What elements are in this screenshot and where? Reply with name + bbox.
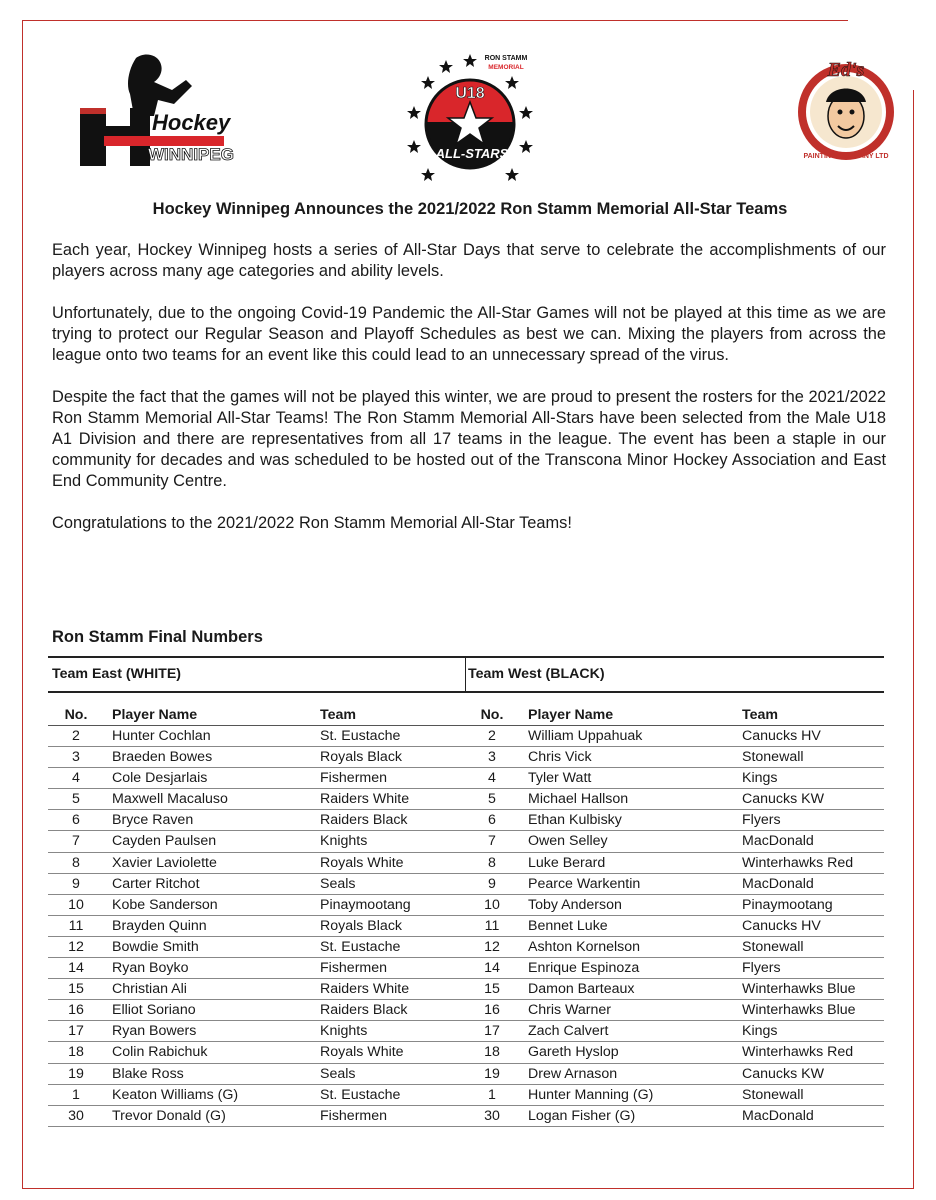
player-team: Kings — [742, 1023, 778, 1040]
paragraph-rosters: Despite the fact that the games will not be played this winter, we are proud to present the rosters for the 2021/2022 Ron Stamm Memorial All-Star Teams! The Ron Stamm Memorial All-Stars have been selected from the Male U18 A1 Division and there are representatives from all 17 teams in the league. The event has been a staple in our community for decades and was scheduled to be hosted out of the Transcona Minor Hockey Association and East End Community Centre. — [52, 388, 886, 490]
team-west-column-headers — [466, 705, 884, 726]
player-number: 11 — [68, 917, 84, 934]
logo-eds-name: Ed's — [827, 59, 865, 81]
player-row — [466, 1085, 884, 1106]
player-name: Bryce Raven — [112, 812, 194, 829]
player-number: 5 — [488, 791, 496, 808]
player-name: Bennet Luke — [528, 917, 608, 934]
hockey-winnipeg-logo — [74, 50, 244, 170]
player-name: Hunter Manning (G) — [528, 1086, 654, 1103]
frame-line-bottom — [22, 1188, 914, 1189]
player-team: Royals Black — [320, 917, 403, 934]
player-number: 16 — [484, 1002, 500, 1019]
player-number: 30 — [484, 1107, 500, 1124]
player-team: Royals White — [320, 854, 404, 871]
player-row — [48, 726, 466, 747]
player-row — [466, 831, 884, 852]
col-team-header: Team — [742, 707, 779, 723]
logo-arc-all-stars: ALL-STARS — [435, 146, 509, 161]
player-name: Keaton Williams (G) — [112, 1086, 239, 1103]
player-row — [466, 768, 884, 789]
player-row — [466, 1106, 884, 1127]
player-name: Chris Vick — [528, 749, 592, 766]
player-row — [466, 789, 884, 810]
player-name: Chris Warner — [528, 1002, 612, 1019]
player-team: Seals — [320, 1065, 356, 1082]
col-name-header: Player Name — [528, 707, 614, 723]
player-row — [466, 958, 884, 979]
player-number: 1 — [72, 1086, 80, 1103]
player-name: Christian Ali — [112, 981, 187, 998]
player-number: 3 — [72, 749, 80, 766]
team-east-roster — [48, 656, 466, 1127]
logo-eds-arc: PAINTING COMPANY LTD — [803, 153, 889, 160]
team-east-rows — [48, 726, 466, 1127]
player-row — [48, 1064, 466, 1085]
player-name: Ryan Boyko — [112, 960, 189, 977]
player-team: Canucks KW — [742, 791, 824, 808]
player-team: Raiders Black — [320, 1002, 408, 1019]
player-name: Braeden Bowes — [112, 749, 213, 766]
player-row — [466, 937, 884, 958]
player-number: 30 — [68, 1107, 84, 1124]
player-row — [48, 979, 466, 1000]
player-name: Hunter Cochlan — [112, 728, 211, 744]
player-number: 15 — [68, 981, 84, 998]
player-team: St. Eustache — [320, 938, 401, 955]
player-number: 7 — [488, 833, 496, 850]
player-team: Seals — [320, 875, 356, 892]
roster-table — [48, 656, 886, 1124]
player-team: Flyers — [742, 960, 781, 977]
paragraph-congrats: Congratulations to the 2021/2022 Ron Stamm Memorial All-Star Teams! — [52, 514, 572, 532]
ron-stamm-all-stars-logo — [402, 50, 542, 190]
player-team: Raiders White — [320, 791, 410, 808]
col-no-header: No. — [480, 707, 504, 723]
player-team: Winterhawks Blue — [742, 1002, 856, 1019]
roster-table-title: Ron Stamm Final Numbers — [52, 628, 263, 646]
player-team: Kings — [742, 770, 778, 787]
player-team: Raiders White — [320, 981, 410, 998]
player-row — [48, 1042, 466, 1063]
player-name: Owen Selley — [528, 833, 608, 850]
player-name: Toby Anderson — [528, 896, 622, 913]
player-row — [466, 853, 884, 874]
player-number: 14 — [68, 960, 84, 977]
player-team: MacDonald — [742, 833, 814, 850]
player-team: Fishermen — [320, 1107, 388, 1124]
player-number: 19 — [484, 1065, 500, 1082]
player-team: MacDonald — [742, 1107, 814, 1124]
player-row — [48, 853, 466, 874]
announcement-body — [52, 240, 886, 555]
frame-line-left — [22, 20, 23, 1188]
player-team: Knights — [320, 1023, 368, 1040]
player-team: St. Eustache — [320, 728, 401, 744]
player-name: Zach Calvert — [528, 1023, 609, 1040]
player-team: Raiders Black — [320, 812, 408, 829]
player-row — [48, 916, 466, 937]
announcement-headline: Hockey Winnipeg Announces the 2021/2022 Ron Stamm Memorial All-Star Teams — [152, 200, 788, 218]
player-row — [466, 979, 884, 1000]
player-name: Drew Arnason — [528, 1065, 618, 1082]
player-number: 19 — [68, 1065, 84, 1082]
player-name: Blake Ross — [112, 1065, 184, 1082]
player-name: Trevor Donald (G) — [112, 1107, 226, 1124]
player-number: 4 — [72, 770, 80, 787]
player-number: 6 — [72, 812, 80, 829]
frame-line-right — [913, 90, 914, 1188]
player-name: Xavier Laviolette — [112, 854, 217, 871]
player-number: 10 — [484, 896, 500, 913]
player-row — [48, 789, 466, 810]
paragraph-intro: Each year, Hockey Winnipeg hosts a series of All-Star Days that serve to celebrate the accomplishments of our players across many age categories and ability levels. — [52, 241, 886, 280]
player-name: Elliot Soriano — [112, 1002, 196, 1019]
player-name: Tyler Watt — [528, 770, 592, 787]
player-row — [466, 1021, 884, 1042]
player-number: 16 — [68, 1002, 84, 1019]
player-number: 12 — [484, 938, 500, 955]
player-row — [466, 726, 884, 747]
logo-word-hockey: Hockey — [152, 110, 231, 135]
player-name: Cole Desjarlais — [112, 770, 208, 787]
player-number: 9 — [488, 875, 496, 892]
player-number: 7 — [72, 833, 80, 850]
player-team: Flyers — [742, 812, 781, 829]
player-name: Ashton Kornelson — [528, 938, 640, 955]
player-name: Damon Barteaux — [528, 981, 635, 998]
player-number: 11 — [484, 917, 500, 934]
player-row — [48, 937, 466, 958]
player-number: 4 — [488, 770, 496, 787]
col-name-header: Player Name — [112, 707, 198, 723]
player-team: Royals Black — [320, 749, 403, 766]
frame-line-top — [22, 20, 848, 21]
player-number: 10 — [68, 896, 84, 913]
player-row — [466, 747, 884, 768]
player-number: 8 — [72, 854, 80, 871]
player-team: Canucks HV — [742, 728, 821, 744]
player-row — [466, 1064, 884, 1085]
player-name: Michael Hallson — [528, 791, 629, 808]
player-row — [48, 810, 466, 831]
player-number: 8 — [488, 854, 496, 871]
player-team: Winterhawks Red — [742, 1044, 854, 1061]
logo-badge-u18: U18 — [455, 85, 485, 102]
player-team: Fishermen — [320, 960, 388, 977]
player-number: 17 — [484, 1023, 500, 1040]
player-name: Colin Rabichuk — [112, 1044, 208, 1061]
player-number: 17 — [68, 1023, 84, 1040]
player-name: Carter Ritchot — [112, 875, 200, 892]
player-name: Kobe Sanderson — [112, 896, 218, 913]
player-team: MacDonald — [742, 875, 814, 892]
player-row — [48, 768, 466, 789]
player-team: Winterhawks Blue — [742, 981, 856, 998]
player-team: Stonewall — [742, 749, 804, 766]
player-row — [48, 895, 466, 916]
player-team: Pinaymootang — [742, 896, 833, 913]
player-row — [48, 958, 466, 979]
team-west-rows — [466, 726, 884, 1127]
player-number: 9 — [72, 875, 80, 892]
player-row — [466, 1000, 884, 1021]
player-number: 5 — [72, 791, 80, 808]
player-row — [48, 1085, 466, 1106]
player-name: Brayden Quinn — [112, 917, 207, 934]
player-team: Canucks KW — [742, 1065, 824, 1082]
col-team-header: Team — [320, 707, 357, 723]
player-team: Knights — [320, 833, 368, 850]
player-name: Ethan Kulbisky — [528, 812, 622, 829]
player-team: Canucks HV — [742, 917, 821, 934]
player-row — [466, 1042, 884, 1063]
player-team: Pinaymootang — [320, 896, 411, 913]
player-team: Stonewall — [742, 1086, 804, 1103]
player-team: Royals White — [320, 1044, 404, 1061]
player-name: Bowdie Smith — [112, 938, 199, 955]
player-number: 3 — [488, 749, 496, 766]
player-row — [466, 916, 884, 937]
player-name: Logan Fisher (G) — [528, 1107, 636, 1124]
player-number: 2 — [72, 728, 80, 744]
player-name: Pearce Warkentin — [528, 875, 641, 892]
logo-word-winnipeg: WINNIPEG — [148, 145, 234, 164]
team-east-title: Team East (WHITE) — [48, 656, 466, 693]
player-name: Cayden Paulsen — [112, 833, 217, 850]
player-row — [48, 747, 466, 768]
player-row — [48, 1000, 466, 1021]
paragraph-covid: Unfortunately, due to the ongoing Covid-19 Pandemic the All-Star Games will not be played at this time as we are trying to protect our Regular Season and Playoff Schedules as best we can. Mixing the players from across the league onto two teams for an event like this could lead to an unnecessary spread of the virus. — [52, 304, 886, 364]
player-team: St. Eustache — [320, 1086, 401, 1103]
team-east-column-headers — [48, 705, 466, 726]
player-row — [466, 895, 884, 916]
team-west-title: Team West (BLACK) — [466, 656, 884, 693]
player-team: Stonewall — [742, 938, 804, 955]
player-number: 12 — [68, 938, 84, 955]
player-name: Enrique Espinoza — [528, 960, 640, 977]
player-name: Ryan Bowers — [112, 1023, 197, 1040]
player-row — [48, 1106, 466, 1127]
player-team: Winterhawks Red — [742, 854, 854, 871]
eds-painting-logo — [796, 54, 896, 164]
logo-row — [30, 40, 900, 190]
player-name: Maxwell Macaluso — [112, 791, 228, 808]
player-number: 14 — [484, 960, 500, 977]
player-number: 6 — [488, 812, 496, 829]
player-name: William Uppahuak — [528, 728, 643, 744]
player-row — [48, 874, 466, 895]
player-name: Luke Berard — [528, 854, 606, 871]
player-number: 18 — [484, 1044, 500, 1061]
player-team: Fishermen — [320, 770, 388, 787]
player-number: 18 — [68, 1044, 84, 1061]
player-row — [48, 1021, 466, 1042]
player-row — [466, 810, 884, 831]
player-number: 1 — [488, 1086, 496, 1103]
team-west-roster — [466, 656, 884, 1127]
logo-title-memorial: MEMORIAL — [488, 64, 524, 71]
player-row — [466, 874, 884, 895]
player-number: 15 — [484, 981, 500, 998]
player-row — [48, 831, 466, 852]
col-no-header: No. — [64, 707, 88, 723]
logo-title-ron-stamm: RON STAMM — [484, 55, 528, 62]
player-name: Gareth Hyslop — [528, 1044, 619, 1061]
player-number: 2 — [488, 728, 496, 744]
